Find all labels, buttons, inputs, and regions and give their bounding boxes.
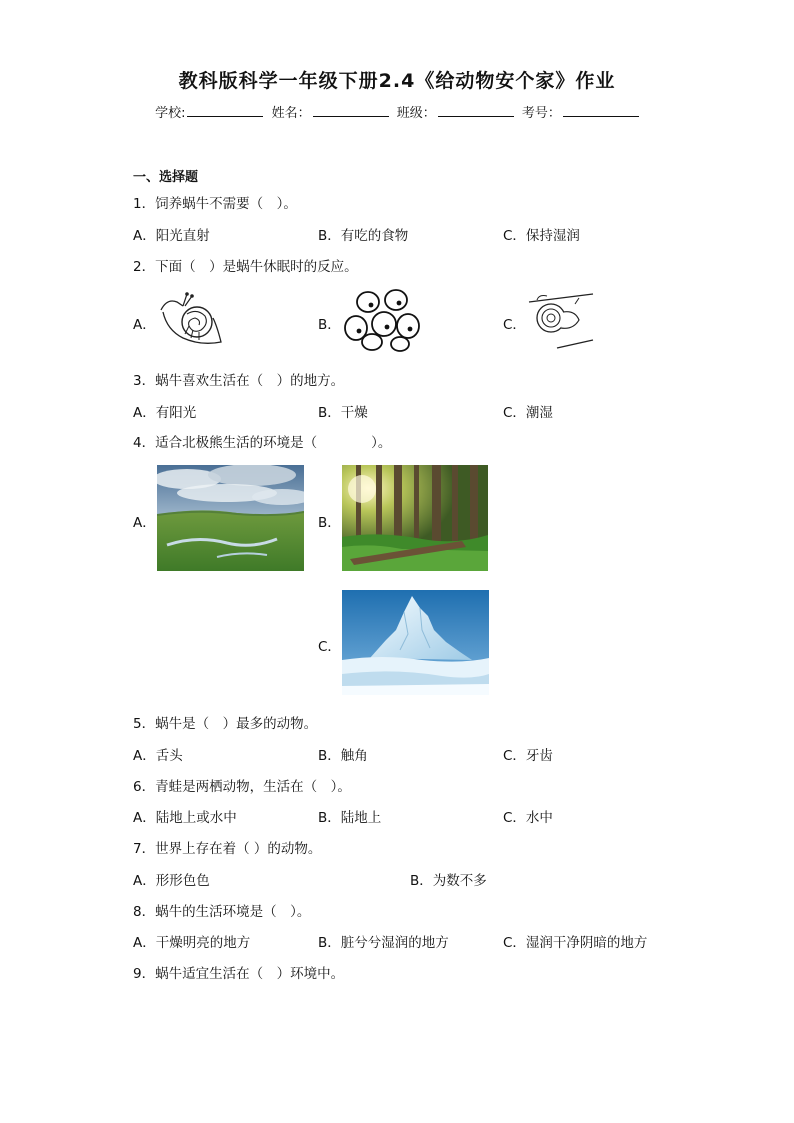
forest-image bbox=[342, 465, 488, 571]
question-6-option-c[interactable]: C．水中 bbox=[503, 810, 553, 826]
question-5-stem: 5．蜗牛是（ ）最多的动物。 bbox=[133, 716, 318, 732]
question-8-option-a[interactable]: A．干燥明亮的地方 bbox=[133, 935, 251, 951]
question-2-stem: 2．下面（ ）是蜗牛休眠时的反应。 bbox=[133, 259, 358, 275]
question-3-option-b[interactable]: B．干燥 bbox=[318, 405, 368, 421]
question-7-option-b[interactable]: B．为数不多 bbox=[410, 873, 487, 889]
question-4-option-b[interactable]: B． bbox=[318, 515, 341, 531]
snail-cluster-image bbox=[344, 288, 422, 352]
question-1-option-c[interactable]: C．保持湿润 bbox=[503, 228, 580, 244]
question-7-option-a[interactable]: A．形形色色 bbox=[133, 873, 210, 889]
question-8-stem: 8．蜗牛的生活环境是（ ）。 bbox=[133, 904, 311, 920]
question-4-option-c[interactable]: C． bbox=[318, 639, 341, 655]
exam-number-label: 考号： bbox=[521, 106, 561, 121]
question-6-option-b[interactable]: B．陆地上 bbox=[318, 810, 382, 826]
question-1-stem: 1．饲养蜗牛不需要（ ）。 bbox=[133, 196, 297, 212]
question-1-option-a[interactable]: A．阳光直射 bbox=[133, 228, 210, 244]
question-3-stem: 3．蜗牛喜欢生活在（ ）的地方。 bbox=[133, 373, 345, 389]
name-blank[interactable] bbox=[313, 104, 389, 117]
question-3-option-a[interactable]: A．有阳光 bbox=[133, 405, 197, 421]
snail-on-branch-image bbox=[527, 290, 597, 350]
question-7-stem: 7．世界上存在着（ ）的动物。 bbox=[133, 841, 322, 857]
school-blank[interactable] bbox=[187, 104, 263, 117]
section-heading: 一、选择题 bbox=[133, 170, 199, 185]
exam-number-blank[interactable] bbox=[563, 104, 639, 117]
school-label: 学校: bbox=[155, 106, 186, 121]
class-label: 班级： bbox=[396, 106, 436, 121]
page-title: 教科版科学一年级下册2.4《给动物安个家》作业 bbox=[178, 70, 616, 92]
question-2-option-a[interactable]: A． bbox=[133, 317, 156, 333]
iceberg-image bbox=[342, 590, 489, 695]
question-2-option-b[interactable]: B． bbox=[318, 317, 341, 333]
question-6-option-a[interactable]: A．陆地上或水中 bbox=[133, 810, 237, 826]
question-9-stem: 9．蜗牛适宜生活在（ ）环境中。 bbox=[133, 966, 345, 982]
question-1-option-b[interactable]: B．有吃的食物 bbox=[318, 228, 409, 244]
question-3-option-c[interactable]: C．潮湿 bbox=[503, 405, 553, 421]
question-6-stem: 6．青蛙是两栖动物，生活在（ ）。 bbox=[133, 779, 351, 795]
grassland-image bbox=[157, 465, 304, 571]
question-2-option-c[interactable]: C． bbox=[503, 317, 526, 333]
name-label: 姓名： bbox=[271, 106, 311, 121]
student-info-line bbox=[0, 102, 794, 121]
question-4-option-a[interactable]: A． bbox=[133, 515, 156, 531]
question-5-option-a[interactable]: A．舌头 bbox=[133, 748, 183, 764]
class-blank[interactable] bbox=[438, 104, 514, 117]
question-5-option-c[interactable]: C．牙齿 bbox=[503, 748, 553, 764]
question-5-option-b[interactable]: B．触角 bbox=[318, 748, 368, 764]
snail-crawling-image bbox=[157, 290, 227, 350]
question-8-option-c[interactable]: C．湿润干净阴暗的地方 bbox=[503, 935, 648, 951]
question-8-option-b[interactable]: B．脏兮兮湿润的地方 bbox=[318, 935, 449, 951]
question-4-stem: 4．适合北极熊生活的环境是（ ）。 bbox=[133, 435, 392, 451]
